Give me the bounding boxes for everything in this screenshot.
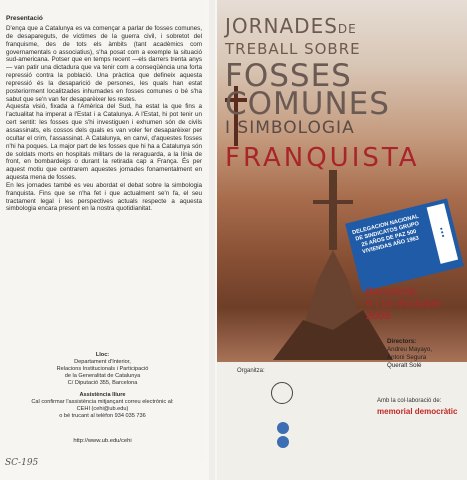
event-year: 2008 bbox=[366, 310, 391, 322]
director-name: Andreu Mayayo, bbox=[387, 346, 433, 353]
paragraph: D'ença que a Catalunya es va començar a parlar de fosses comunes, de desapareguts, de víctimes de la guerra civil, i sobretot del franquisme, des de tots els àmbits (tant acadèmics com governamentals o associatius), s'ha posat com a exemple la situació sud-americana. Potser que en temps recent —els darrers trenta anys— van patir una dictadura que va tenir com a conseqüència una forta repressió contra la població. Una pràctica que defineix aquesta repressió és la desaparició de persones, les quals han estat posteriorment localitzades inhumades en fosses comunes o bé s'ha sabut que se'n van fer desaparèixer les restes. bbox=[6, 25, 202, 103]
title-line-3: FOSSES bbox=[225, 58, 352, 94]
plaque-text: DELEGACION NACIONAL DE SINDICATOS GRUPO 25 AÑOS DE PAZ 500 VIVIENDAS AÑO 1963 bbox=[351, 213, 420, 256]
paragraph: Aquesta visió, fixada a l'Amèrica del Sud, ha estat la que fins a l'actualitat ha imperat a l'Estat i a Catalunya. A l'Estat, hi pot tenir un cert sentit: les fosses que s'hi investiguen i exhumen són de civils assassinats, els cossos dels quals es van voler fer desaparèixer per ocultar el crim, l'assassinat. A Catalunya, en canvi, d'aquestes fosses n'hi ha poques. La major part de les fosses que hi ha a Catalunya són de soldats morts en hospitals militars de la reraguarda, a la línia de front, en bombardeigs o durant la retirada cap a França. És per aquest motiu que centrarem aquestes jornades fonamentalment en aquesta mena de fosses. bbox=[6, 103, 202, 182]
attendance-title: Assistència lliure bbox=[79, 392, 126, 398]
presentation-panel bbox=[0, 0, 205, 462]
attendance-line: o bé trucant al telèfon 934 035 736 bbox=[59, 413, 146, 419]
directors-block bbox=[387, 338, 467, 370]
venue-block bbox=[0, 352, 205, 387]
venue-line: Departament d'Interior, bbox=[74, 359, 131, 365]
venue-title: Lloc: bbox=[95, 352, 110, 358]
event-place-date bbox=[366, 286, 464, 322]
paragraph: En les jornades també es veu abordat el debat sobre la simbologia franquista. Fins que se n'ha fet i que actualment se'n fa, el seu tractament legal i les perspectives actuals respecte a aquesta simbologia encara present en la nostra quotidianitat. bbox=[6, 181, 202, 213]
memorial-logo: memorial democràtic bbox=[377, 407, 458, 416]
attendance-line: CEHI (cehi@ub.edu) bbox=[76, 406, 129, 412]
attendance-line: Cal confirmar l'assistència mitjançant correu electrònic al: bbox=[31, 399, 174, 405]
title-line-6: FRANQUISTA bbox=[225, 143, 420, 173]
director-name: Queralt Solé bbox=[387, 362, 422, 369]
institution-logo-icon bbox=[277, 436, 289, 448]
presentation-heading: Presentació bbox=[6, 15, 43, 22]
yoke-arrows-icon: ⫶ bbox=[427, 203, 458, 264]
director-name: Antoni Segura bbox=[387, 354, 427, 361]
title-line-5: I SIMBOLOGIA bbox=[225, 118, 355, 138]
venue-line: Relacions Institucionals i Participació bbox=[56, 366, 149, 372]
fold-spine bbox=[209, 0, 215, 480]
website-link[interactable]: http://www.ub.edu/cehi bbox=[73, 438, 132, 444]
venue-line: C/ Diputació 355, Barcelona bbox=[67, 380, 138, 386]
university-seal-icon bbox=[271, 382, 293, 404]
event-place: Barcelona, bbox=[366, 286, 419, 298]
title-line-4: COMUNES bbox=[225, 86, 390, 122]
handwritten-code: SC-195 bbox=[5, 458, 39, 468]
presentation-text bbox=[6, 25, 202, 213]
event-dates: 9 i 10 d'octubre bbox=[366, 298, 441, 310]
institution-logo-icon bbox=[277, 422, 289, 434]
venue-line: de la Generalitat de Catalunya bbox=[64, 373, 141, 379]
attendance-block bbox=[0, 392, 205, 420]
directors-title: Directors: bbox=[387, 338, 417, 345]
title-line-2: TREBALL SOBRE bbox=[225, 40, 361, 58]
cover-panel bbox=[217, 0, 467, 480]
title-line-1: JORNADESDE bbox=[225, 14, 357, 38]
collaboration-label: Amb la col·laboració de: bbox=[377, 398, 442, 404]
organizer-label: Organitza: bbox=[237, 368, 265, 374]
